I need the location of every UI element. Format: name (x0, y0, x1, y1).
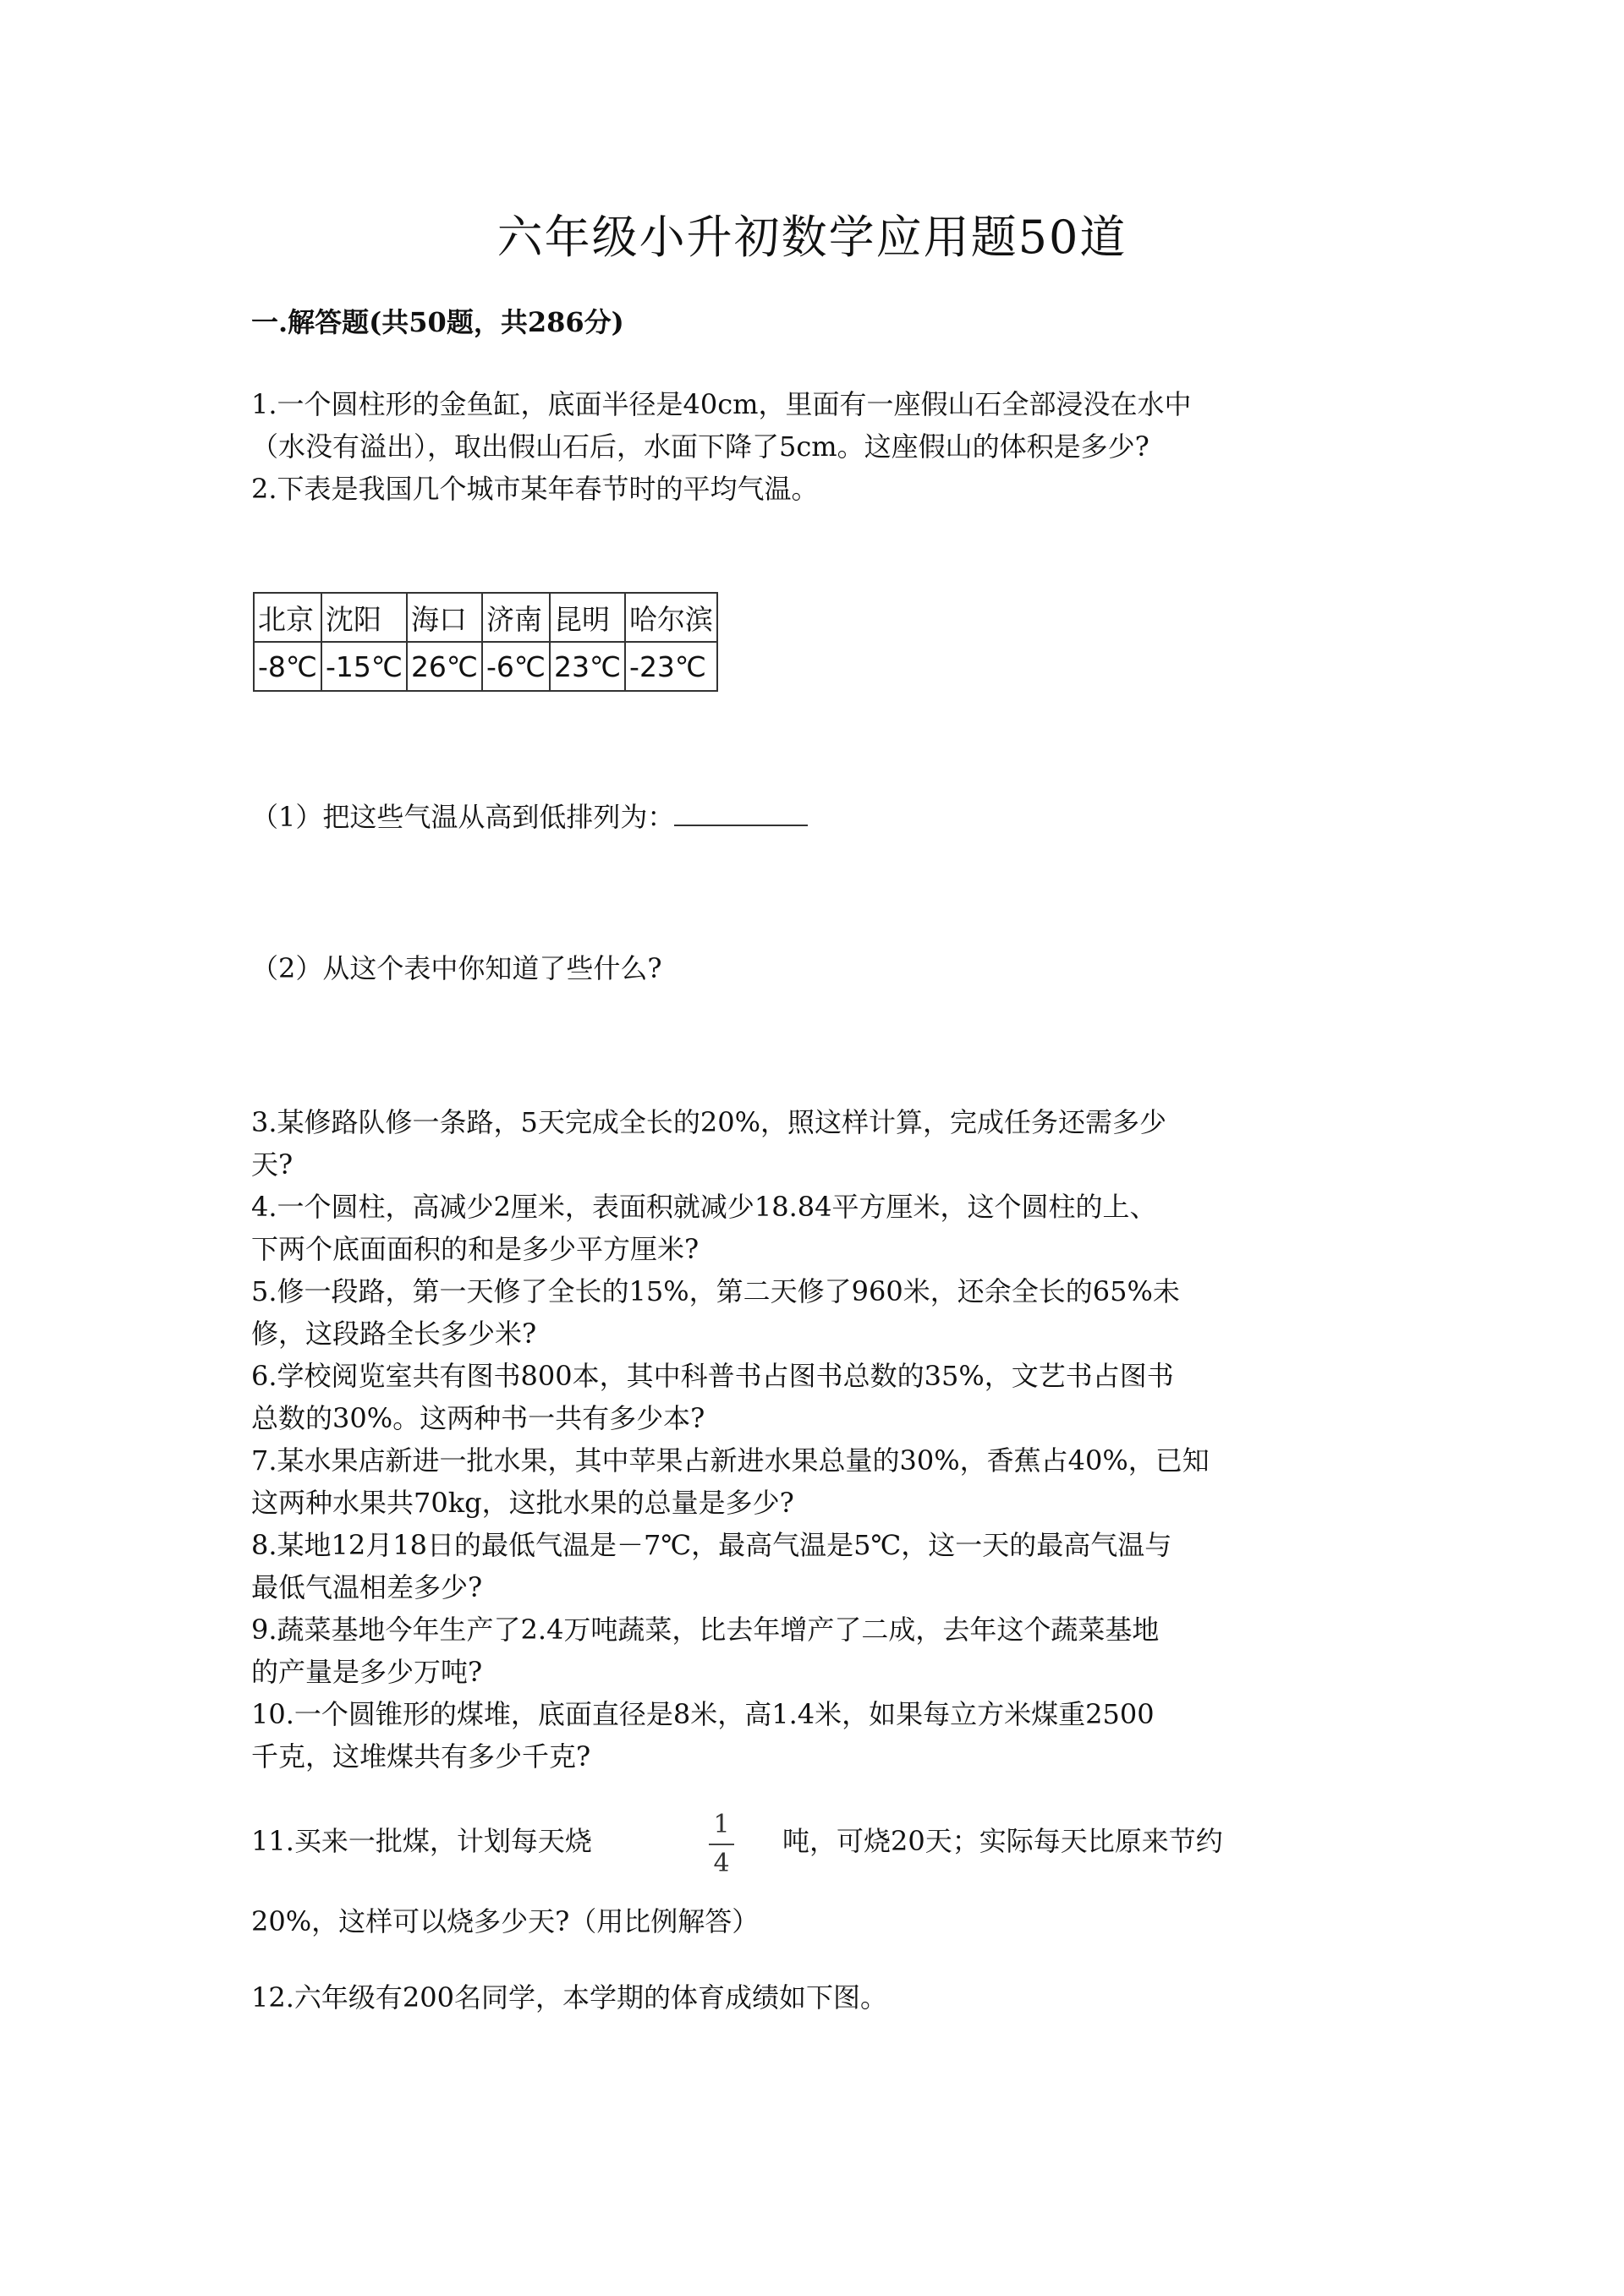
question-10-line-1: 10.一个圆锥形的煤堆，底面直径是8米，高1.4米，如果每立方米煤重2500 (251, 1698, 1155, 1730)
temperature-table (253, 592, 718, 692)
fraction-one-quarter (709, 1810, 734, 1879)
table-cell: 23℃ (550, 642, 625, 691)
table-row-cities (254, 593, 717, 642)
table-row-temps (254, 642, 717, 691)
question-5 (251, 1270, 1385, 1355)
question-4-line-1: 4.一个圆柱，高减少2厘米，表面积就减少18.84平方厘米，这个圆柱的上、 (251, 1191, 1157, 1223)
question-4 (251, 1186, 1385, 1270)
question-9 (251, 1608, 1385, 1693)
question-8-line-1: 8.某地12月18日的最低气温是－7℃，最高气温是5℃，这一天的最高气温与 (251, 1529, 1172, 1561)
question-5-line-2: 修，这段路全长多少米? (251, 1318, 537, 1350)
fraction-numerator: 1 (713, 1810, 730, 1839)
fraction-bar (709, 1844, 734, 1845)
question-2-sub-2: （2）从这个表中你知道了些什么? (251, 952, 662, 984)
question-8 (251, 1524, 1385, 1608)
table-cell: 海口 (407, 593, 482, 642)
question-1-line-1: 1.一个圆柱形的金鱼缸，底面半径是40cm，里面有一座假山石全部浸没在水中 (251, 388, 1192, 420)
question-6 (251, 1355, 1385, 1439)
question-9-line-1: 9.蔬菜基地今年生产了2.4万吨蔬菜，比去年增产了二成，去年这个蔬菜基地 (251, 1614, 1160, 1646)
answer-blank[interactable] (674, 797, 808, 826)
question-1-line-2: （水没有溢出），取出假山石后，水面下降了5cm。这座假山的体积是多少? (251, 430, 1149, 463)
section-heading: 一.解答题(共50题，共286分) (251, 306, 624, 338)
question-2-sub-1 (251, 796, 808, 838)
question-3-line-1: 3.某修路队修一条路，5天完成全长的20%，照这样计算，完成任务还需多少 (251, 1106, 1167, 1138)
question-7-line-1: 7.某水果店新进一批水果，其中苹果占新进水果总量的30%，香蕉占40%，已知 (251, 1444, 1210, 1477)
question-3 (251, 1101, 1385, 1186)
page-title: 六年级小升初数学应用题50道 (497, 211, 1127, 264)
question-7 (251, 1439, 1385, 1524)
question-1 (251, 383, 1385, 468)
table-cell: 济南 (482, 593, 550, 642)
question-6-line-1: 6.学校阅览室共有图书800本，其中科普书占图书总数的35%，文艺书占图书 (251, 1360, 1174, 1392)
question-2-intro: 2.下表是我国几个城市某年春节时的平均气温。 (251, 473, 819, 505)
question-5-line-1: 5.修一段路，第一天修了全长的15%，第二天修了960米，还余全长的65%未 (251, 1275, 1180, 1307)
table-cell: 昆明 (550, 593, 625, 642)
table-cell: 26℃ (407, 642, 482, 691)
table-cell: -6℃ (482, 642, 550, 691)
question-9-line-2: 的产量是多少万吨? (251, 1656, 483, 1688)
question-11-before: 11.买来一批煤，计划每天烧 (251, 1825, 592, 1857)
table-cell: 哈尔滨 (625, 593, 717, 642)
question-12: 12.六年级有200名同学，本学期的体育成绩如下图。 (251, 1981, 887, 2014)
question-6-line-2: 总数的30%。这两种书一共有多少本? (251, 1402, 705, 1434)
question-2-sub-1-text: （1）把这些气温从高到低排列为： (251, 801, 675, 833)
table-cell: -15℃ (321, 642, 407, 691)
table-cell: 北京 (254, 593, 321, 642)
table-cell: 沈阳 (321, 593, 407, 642)
fraction-denominator: 4 (713, 1849, 730, 1878)
question-11-after: 吨，可烧20天；实际每天比原来节约 (782, 1825, 1223, 1857)
question-4-line-2: 下两个底面面积的和是多少平方厘米? (251, 1233, 700, 1265)
question-8-line-2: 最低气温相差多少? (251, 1571, 483, 1603)
table-cell: -23℃ (625, 642, 717, 691)
question-3-line-2: 天? (251, 1148, 294, 1181)
question-10-line-2: 千克，这堆煤共有多少千克? (251, 1740, 591, 1773)
question-10 (251, 1693, 1385, 1778)
question-11-line-2: 20%，这样可以烧多少天?（用比例解答） (251, 1905, 760, 1937)
question-7-line-2: 这两种水果共70kg，这批水果的总量是多少? (251, 1487, 794, 1519)
table-cell: -8℃ (254, 642, 321, 691)
